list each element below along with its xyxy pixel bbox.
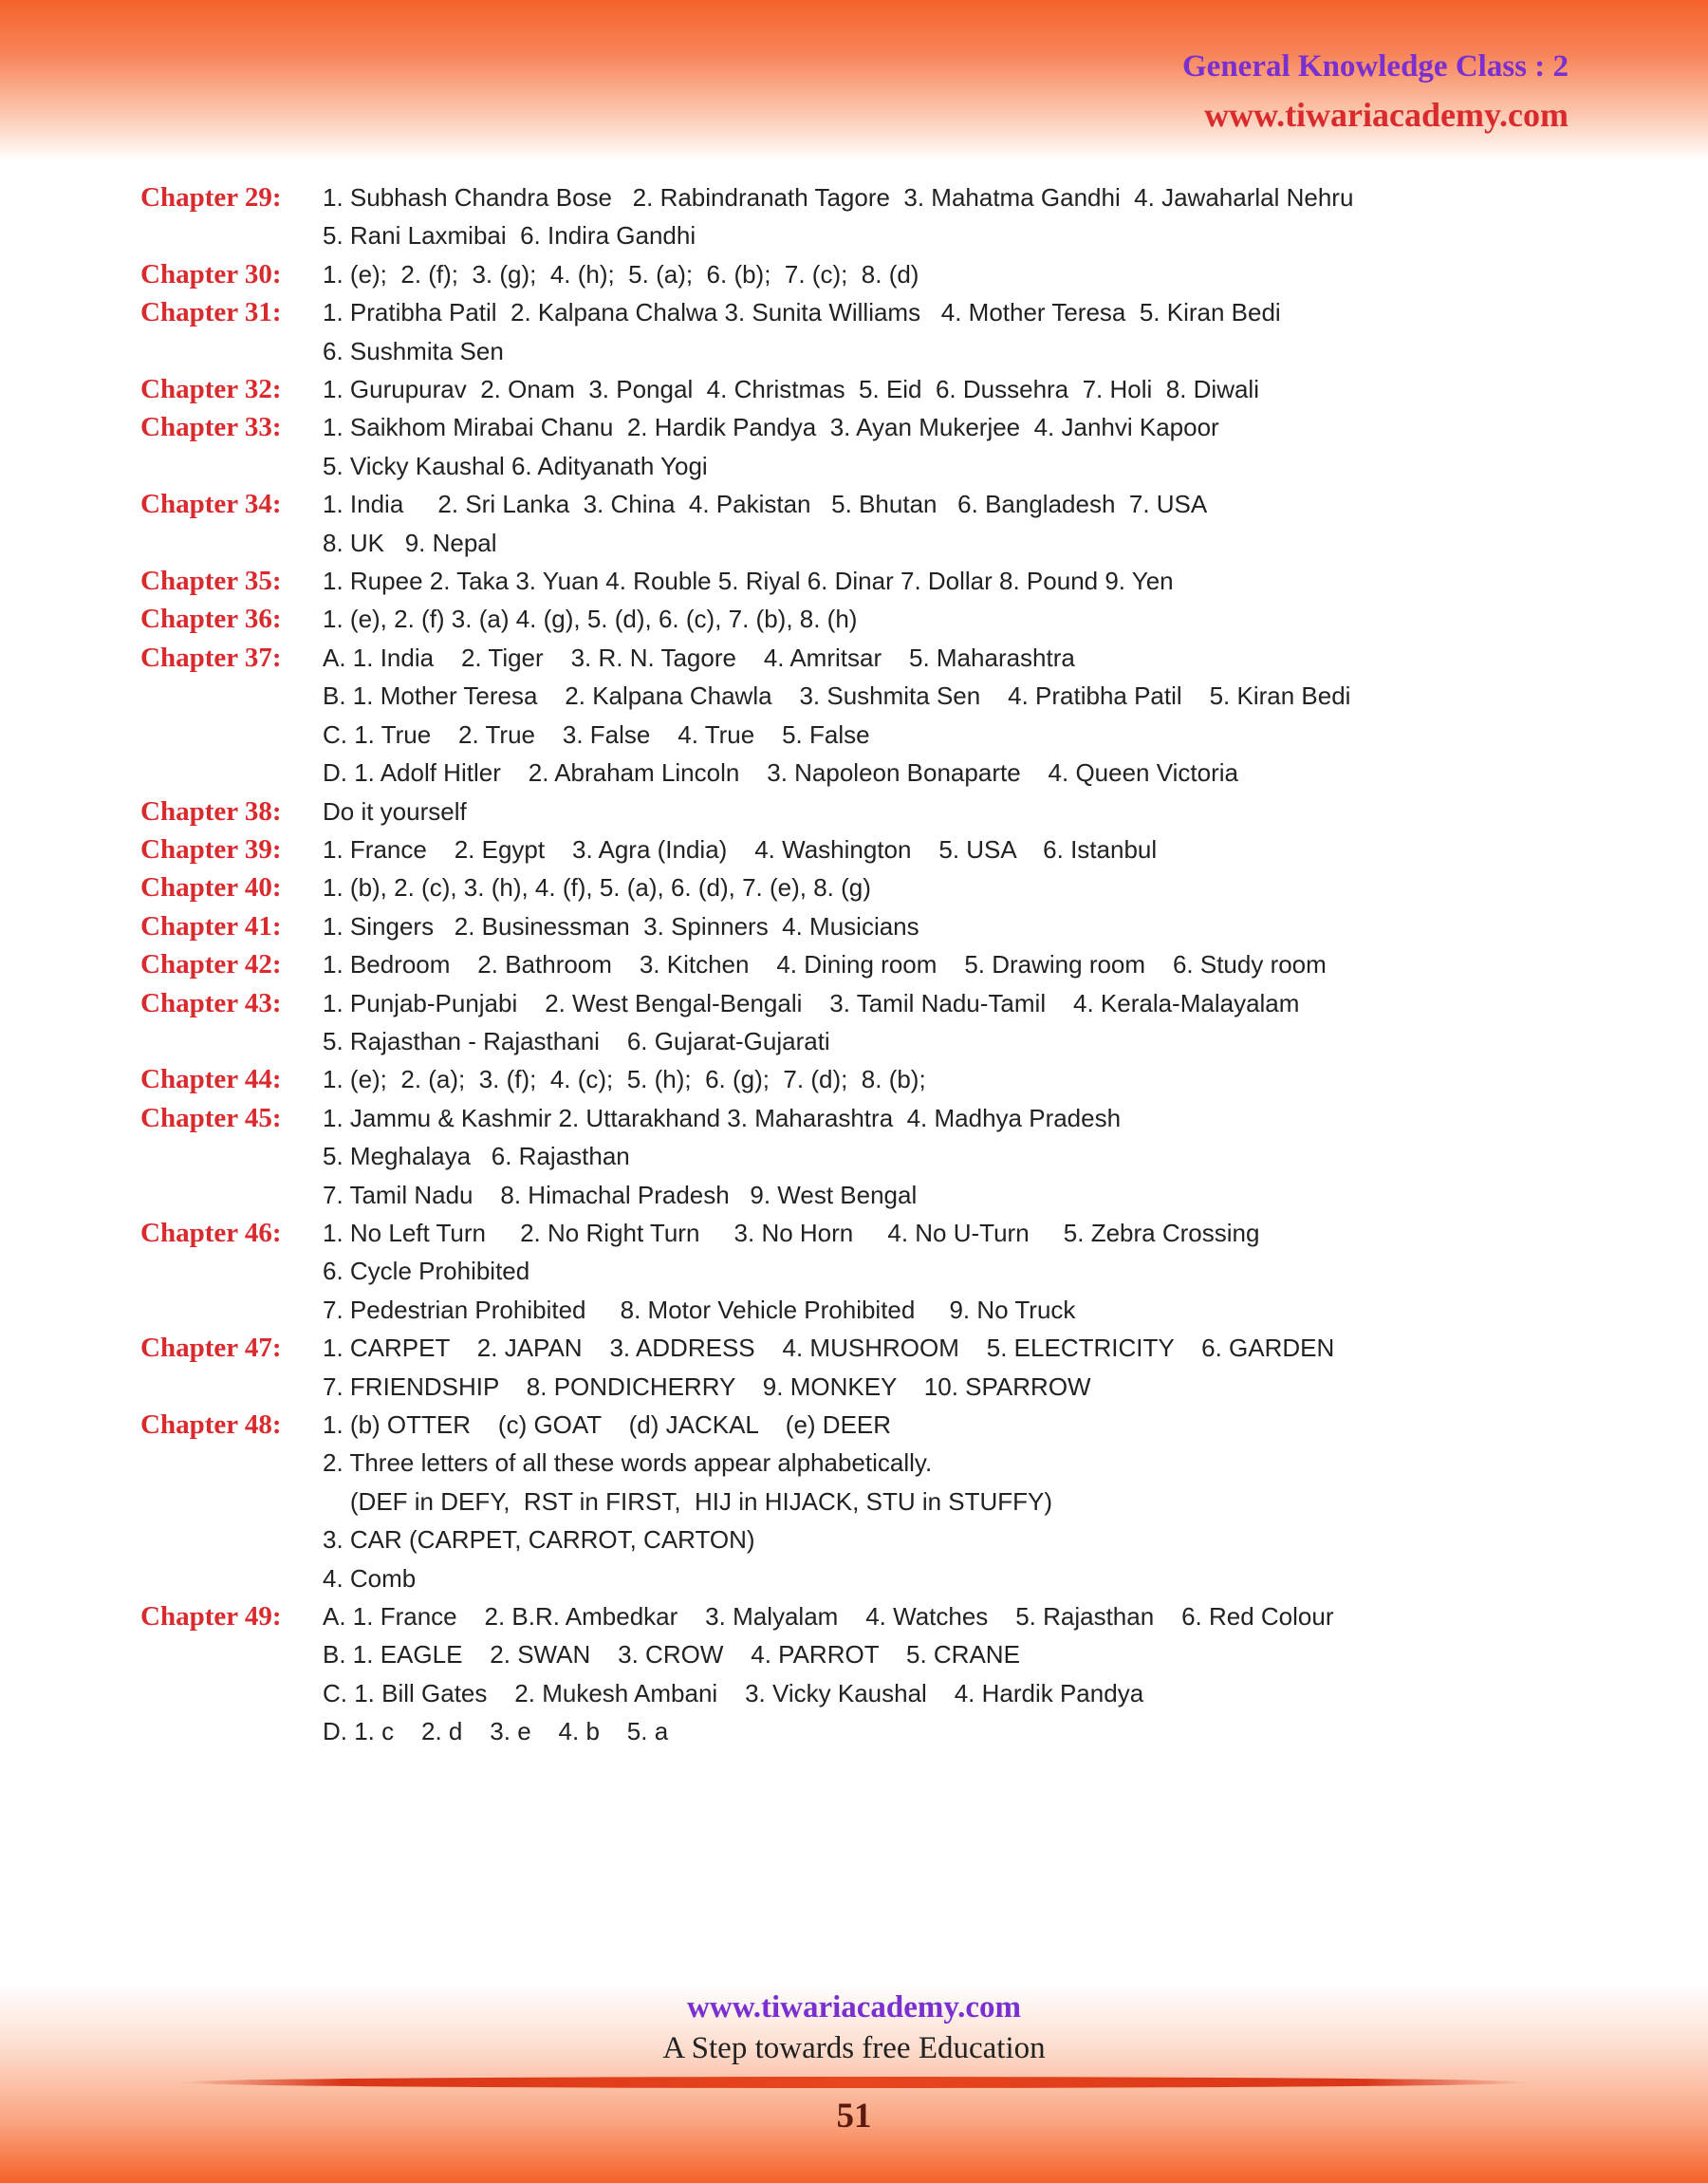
answer-line: 1. (e); 2. (a); 3. (f); 4. (c); 5. (h); 6. (g); 7. (d); 8. (b); [323,1065,926,1094]
chapter-label: Chapter 49: [140,1601,282,1633]
chapter-block [140,868,1602,906]
answer-line: 1. CARPET 2. JAPAN 3. ADDRESS 4. MUSHROOM 5. ELECTRICITY 6. GARDEN [323,1334,1335,1363]
answer-line: (DEF in DEFY, RST in FIRST, HIJ in HIJACK, STU in STUFFY) [323,1486,1053,1516]
chapter-block [140,1597,1602,1751]
chapter-answers [323,562,1602,600]
chapter-block [140,1329,1602,1406]
answer-line: 1. Rupee 2. Taka 3. Yuan 4. Rouble 5. Riyal 6. Dinar 7. Dollar 8. Pound 9. Yen [323,567,1174,596]
chapter-answers [323,984,1602,1061]
chapter-label: Chapter 42: [140,949,282,980]
answer-line: C. 1. True 2. True 3. False 4. True 5. False [323,719,870,749]
chapter-label: Chapter 35: [140,566,282,597]
chapter-answers [323,1099,1602,1214]
answer-line: 3. CAR (CARPET, CARROT, CARTON) [323,1525,755,1555]
chapter-answers [323,600,1602,638]
answer-list [140,178,1602,1751]
chapter-label: Chapter 41: [140,910,282,942]
chapter-block [140,1099,1602,1214]
answer-line: 7. FRIENDSHIP 8. PONDICHERRY 9. MONKEY 10. SPARROW [323,1371,1091,1401]
answer-line: D. 1. c 2. d 3. e 4. b 5. a [323,1717,669,1746]
chapter-label: Chapter 37: [140,642,282,673]
chapter-block [140,907,1602,945]
answer-line: 1. (b) OTTER (c) GOAT (d) JACKAL (e) DEER [323,1410,892,1439]
chapter-answers [323,178,1602,255]
chapter-block [140,562,1602,600]
chapter-block [140,639,1602,793]
answer-line: 1. Singers 2. Businessman 3. Spinners 4. Musicians [323,911,919,941]
chapter-label: Chapter 39: [140,833,282,865]
header-url: www.tiwariacademy.com [1204,96,1569,134]
answer-line: 2. Three letters of all these words appear alphabetically. [323,1448,933,1478]
answer-line: 7. Tamil Nadu 8. Himachal Pradesh 9. West Bengal [323,1180,918,1209]
chapter-label: Chapter 46: [140,1217,282,1248]
answer-line: 7. Pedestrian Prohibited 8. Motor Vehicle Prohibited 9. No Truck [323,1295,1076,1324]
chapter-answers [323,945,1602,983]
chapter-label: Chapter 36: [140,604,282,635]
chapter-block [140,1406,1602,1597]
chapter-answers [323,793,1602,830]
chapter-answers [323,1060,1602,1098]
chapter-answers [323,485,1602,562]
chapter-label: Chapter 48: [140,1409,282,1440]
chapter-answers [323,293,1602,370]
chapter-answers [323,1597,1602,1751]
chapter-answers [323,408,1602,485]
chapter-answers [323,639,1602,793]
chapter-block [140,255,1602,293]
chapter-block [140,370,1602,408]
answer-line: 1. Punjab-Punjabi 2. West Bengal-Bengali 3. Tamil Nadu-Tamil 4. Kerala-Malayalam [323,988,1300,1017]
chapter-label: Chapter 45: [140,1102,282,1133]
header-title: General Knowledge Class : 2 [1182,49,1569,84]
chapter-answers [323,868,1602,906]
chapter-block [140,293,1602,370]
answer-line: 1. Subhash Chandra Bose 2. Rabindranath Tagore 3. Mahatma Gandhi 4. Jawaharlal Nehru [323,183,1354,212]
chapter-block [140,408,1602,485]
answer-line: 5. Rajasthan - Rajasthani 6. Gujarat-Gujarati [323,1026,830,1055]
answer-line: 5. Meghalaya 6. Rajasthan [323,1142,630,1171]
answer-line: B. 1. EAGLE 2. SWAN 3. CROW 4. PARROT 5. CRANE [323,1640,1020,1670]
answer-line: 1. (b), 2. (c), 3. (h), 4. (f), 5. (a), 6. (d), 7. (e), 8. (g) [323,873,871,903]
chapter-block [140,178,1602,255]
chapter-answers [323,1406,1602,1597]
footer-tagline: A Step towards free Education [662,2031,1046,2065]
chapter-answers [323,830,1602,868]
answer-line: 1. (e); 2. (f); 3. (g); 4. (h); 5. (a); 6. (b); 7. (c); 8. (d) [323,259,919,289]
chapter-block [140,1060,1602,1098]
answer-line: 5. Vicky Kaushal 6. Adityanath Yogi [323,451,708,480]
answer-line: B. 1. Mother Teresa 2. Kalpana Chawla 3. Sushmita Sen 4. Pratibha Patil 5. Kiran Bedi [323,681,1351,711]
chapter-label: Chapter 43: [140,987,282,1018]
answer-line: 1. Jammu & Kashmir 2. Uttarakhand 3. Maharashtra 4. Madhya Pradesh [323,1103,1122,1132]
chapter-label: Chapter 32: [140,374,282,405]
answer-line: 1. France 2. Egypt 3. Agra (India) 4. Washington 5. USA 6. Istanbul [323,834,1158,864]
chapter-block [140,830,1602,868]
chapter-block [140,793,1602,830]
answer-line: 5. Rani Laxmibai 6. Indira Gandhi [323,221,696,251]
chapter-label: Chapter 47: [140,1333,282,1364]
answer-line: C. 1. Bill Gates 2. Mukesh Ambani 3. Vicky Kaushal 4. Hardik Pandya [323,1678,1144,1707]
answer-line: 6. Cycle Prohibited [323,1257,530,1286]
page-number: 51 [836,2097,872,2136]
chapter-label: Chapter 38: [140,795,282,827]
chapter-label: Chapter 31: [140,297,282,328]
footer-url: www.tiwariacademy.com [687,1990,1021,2024]
chapter-label: Chapter 29: [140,182,282,213]
answer-line: 1. No Left Turn 2. No Right Turn 3. No Horn 4. No U-Turn 5. Zebra Crossing [323,1218,1260,1247]
answer-line: A. 1. India 2. Tiger 3. R. N. Tagore 4. Amritsar 5. Maharashtra [323,643,1075,672]
chapter-label: Chapter 33: [140,412,282,443]
chapter-label: Chapter 40: [140,872,282,904]
chapter-block [140,485,1602,562]
answer-line: 1. (e), 2. (f) 3. (a) 4. (g), 5. (d), 6. (c), 7. (b), 8. (h) [323,605,858,634]
chapter-label: Chapter 34: [140,489,282,520]
answer-line: 1. Gurupurav 2. Onam 3. Pongal 4. Christmas 5. Eid 6. Dussehra 7. Holi 8. Diwali [323,375,1259,404]
answer-line: 1. Pratibha Patil 2. Kalpana Chalwa 3. Sunita Williams 4. Mother Teresa 5. Kiran Bedi [323,298,1281,327]
answer-line: Do it yourself [323,796,467,826]
chapter-answers [323,1329,1602,1406]
answer-line: D. 1. Adolf Hitler 2. Abraham Lincoln 3. Napoleon Bonaparte 4. Queen Victoria [323,758,1238,788]
chapter-answers [323,255,1602,293]
answer-line: 6. Sushmita Sen [323,336,504,365]
chapter-label: Chapter 44: [140,1064,282,1095]
answer-line: 8. UK 9. Nepal [323,528,497,557]
chapter-block [140,1214,1602,1329]
chapter-answers [323,370,1602,408]
chapter-label: Chapter 30: [140,258,282,289]
chapter-block [140,945,1602,983]
chapter-block [140,984,1602,1061]
answer-line: A. 1. France 2. B.R. Ambedkar 3. Malyalam 4. Watches 5. Rajasthan 6. Red Colour [323,1602,1334,1632]
chapter-answers [323,907,1602,945]
answer-line: 4. Comb [323,1563,417,1593]
answer-line: 1. India 2. Sri Lanka 3. China 4. Pakistan 5. Bhutan 6. Bangladesh 7. USA [323,490,1208,519]
answer-line: 1. Bedroom 2. Bathroom 3. Kitchen 4. Dining room 5. Drawing room 6. Study room [323,950,1327,980]
footer-divider [180,2077,1528,2088]
chapter-answers [323,1214,1602,1329]
chapter-block [140,600,1602,638]
answer-line: 1. Saikhom Mirabai Chanu 2. Hardik Pandya 3. Ayan Mukerjee 4. Janhvi Kapoor [323,413,1219,442]
